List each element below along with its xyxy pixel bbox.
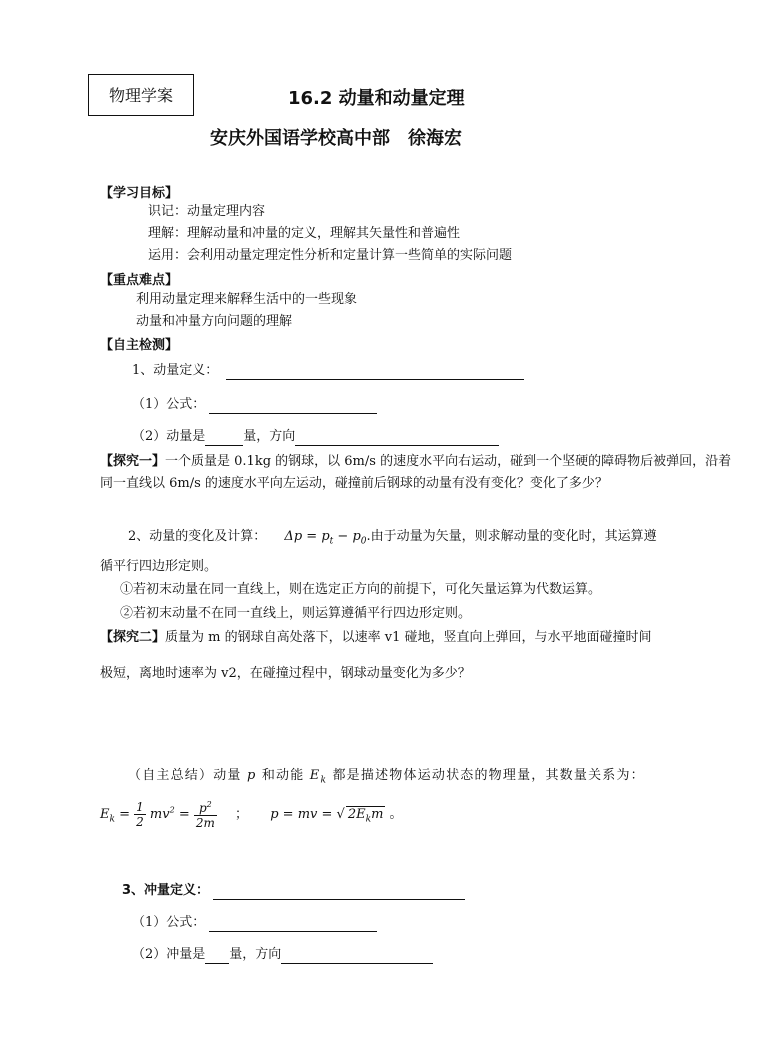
objectives-heading: 【学习目标】 [100, 186, 179, 201]
page-title: 16.2 动量和动量定理 [288, 88, 465, 109]
q1-direction-blank[interactable] [295, 431, 499, 446]
explore1-label: 【探究一】 [100, 454, 166, 469]
summary-ek: $E_k$ [309, 768, 328, 786]
q1-nature [132, 428, 499, 446]
q3-definition [122, 882, 465, 900]
q3-formula-blank[interactable] [209, 917, 377, 932]
formula-separator: ； [235, 806, 249, 822]
keypoint-item: 动量和冲量方向问题的理解 [136, 314, 293, 329]
summary-line [128, 767, 645, 790]
summary-lead: （自主总结）动量 [128, 768, 242, 783]
keypoints-heading: 【重点难点】 [100, 273, 179, 288]
q3-formula-label: （1）公式： [132, 915, 206, 930]
q3-direction-label: 量，方向 [229, 947, 282, 962]
objective-item: 识记：动量定理内容 [148, 204, 266, 219]
q3-nature [132, 946, 433, 964]
q1-formula-blank[interactable] [209, 399, 377, 414]
change-rule-1: ①若初末动量在同一直线上，则在选定正方向的前提下，可化矢量运算为代数运算。 [120, 582, 602, 597]
p-formula: p = mv = √ $2E_km$ [270, 806, 384, 825]
q1-definition [132, 362, 524, 380]
q1-formula-label: （1）公式： [132, 397, 206, 412]
explore2-text-1: 质量为 m 的钢球自高处落下，以速率 v1 碰地，竖直向上弹回，与水平地面碰撞时间 [165, 630, 652, 645]
formula-end: 。 [389, 806, 403, 822]
summary-rest: 都是描述物体运动状态的物理量，其数量关系为： [332, 768, 645, 783]
subject-box: 物理学案 [88, 74, 194, 116]
selfcheck-heading: 【自主检测】 [100, 338, 179, 353]
objective-item: 理解：理解动量和冲量的定义，理解其矢量性和普遍性 [148, 226, 461, 241]
page-subtitle: 安庆外国语学校高中部 徐海宏 [210, 128, 462, 149]
q1-direction-label: 量，方向 [243, 429, 296, 444]
explore2-line-2: 极短，离地时速率为 v2，在碰撞过程中，钢球动量变化为多少？ [100, 666, 471, 681]
change-rest: .由于动量为矢量，则求解动量的变化时，其运算遵 [366, 529, 657, 544]
q1-formula [132, 396, 377, 414]
q1-blank[interactable] [226, 365, 524, 380]
q3-direction-blank[interactable] [281, 949, 433, 964]
q3-blank[interactable] [213, 885, 465, 900]
objective-item: 运用：会利用动量定理定性分析和定量计算一些简单的实际问题 [148, 248, 513, 263]
half-fraction: $\frac{1}{2}$ [136, 799, 144, 829]
q3-nature-blank[interactable] [205, 949, 229, 964]
change-formula: $\Delta p = p_t - p_0$ [284, 529, 367, 547]
summary-p: p [246, 768, 257, 783]
q1-label: 1、动量定义： [132, 363, 219, 378]
q3-nature-label: （2）冲量是 [132, 947, 206, 962]
q1-nature-blank[interactable] [205, 431, 243, 446]
q1-nature-label: （2）动量是 [132, 429, 206, 444]
keypoint-item: 利用动量定理来解释生活中的一些现象 [136, 292, 358, 307]
change-continuation: 循平行四边形定则。 [100, 559, 218, 574]
explore2-line-1 [100, 629, 652, 647]
explore1-text: 一个质量是 0.1kg 的钢球，以 6m/s 的速度水平向右运动，碰到一个坚硬的障碍物后被弹回，沿着同一直线以 6m/s 的速度水平向左运动，碰撞前后钢球的动量有没有变化？变化了多少？ [100, 454, 732, 491]
explore2-label: 【探究二】 [100, 630, 166, 645]
p-squared-fraction: $\frac{p^2}{2m}$ [195, 800, 215, 830]
summary-formulas [100, 798, 403, 830]
change-rule-2: ②若初末动量不在同一直线上，则运算遵循平行四边形定则。 [120, 606, 472, 621]
ek-formula: $E_k$ = $\frac{1}{2}$ $mv^2$ = $\frac{p^2}{2m}$ [100, 799, 215, 830]
q3-label: 3、冲量定义： [122, 883, 210, 898]
summary-mid: 和动能 [261, 768, 305, 783]
change-lead: 2、动量的变化及计算： [128, 529, 267, 544]
q3-formula [132, 914, 377, 932]
momentum-change-line [128, 528, 657, 551]
explore1-paragraph [100, 451, 736, 495]
